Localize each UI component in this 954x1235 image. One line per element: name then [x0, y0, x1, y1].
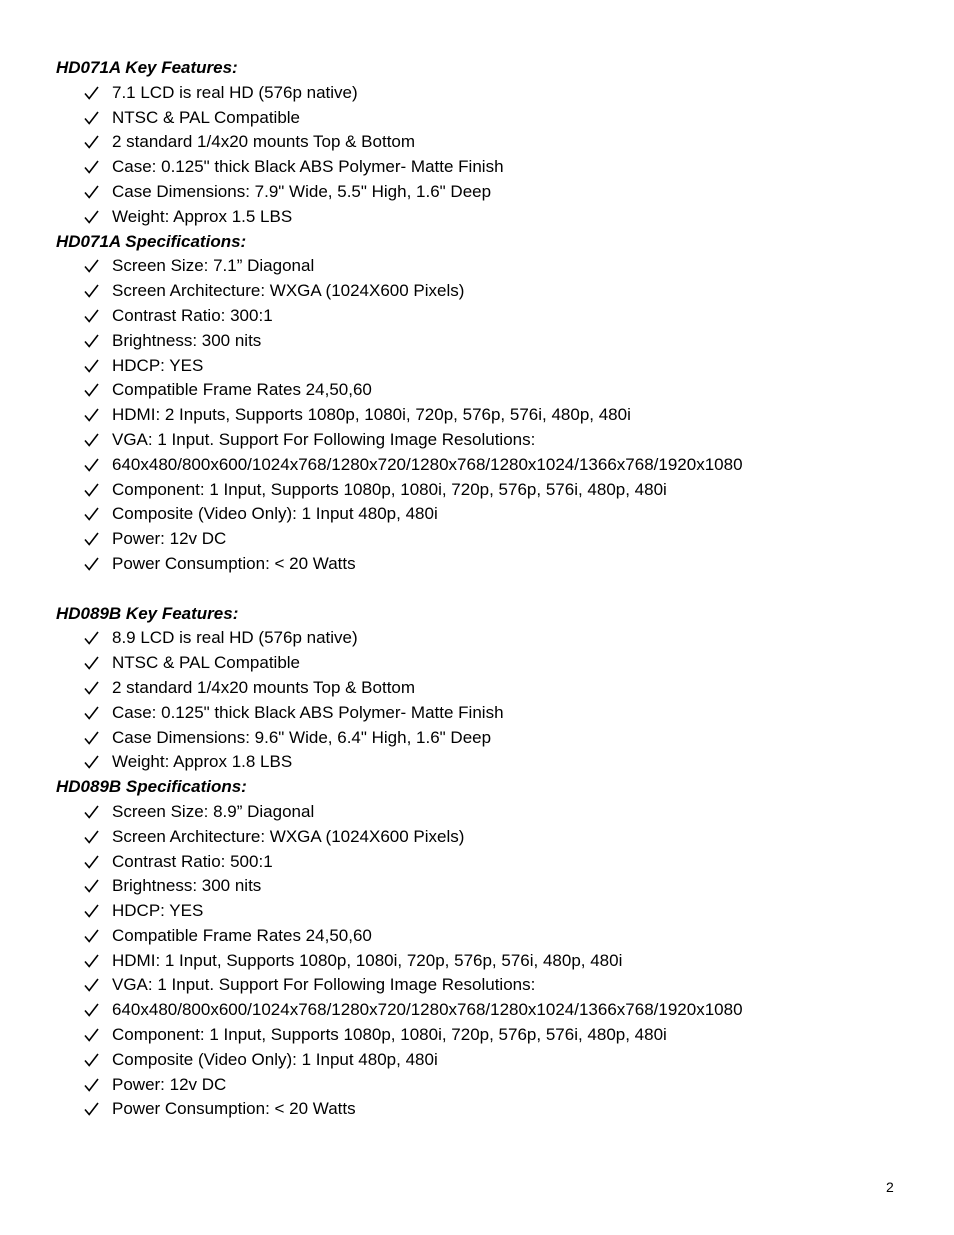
list-item-text: HDMI: 2 Inputs, Supports 1080p, 1080i, 720p, 576p, 576i, 480p, 480i	[112, 405, 631, 425]
list-item-text: HDCP: YES	[112, 901, 204, 921]
list-item-text: Case: 0.125" thick Black ABS Polymer- Matte Finish	[112, 157, 504, 177]
list-item-text: Case Dimensions: 9.6" Wide, 6.4" High, 1.6" Deep	[112, 727, 492, 747]
checkmark-icon	[84, 408, 99, 422]
list-item-text: HDCP: YES	[112, 355, 204, 375]
checkmark-icon	[84, 954, 99, 968]
list-item	[56, 1023, 916, 1048]
checkmark-icon	[84, 433, 99, 447]
list-item	[56, 478, 916, 503]
checkmark-icon	[84, 458, 99, 472]
page-number: 2	[886, 1179, 894, 1195]
document-content	[56, 56, 916, 1122]
list-item-text: Brightness: 300 nits	[112, 330, 262, 350]
list-item-text: 640x480/800x600/1024x768/1280x720/1280x768/1280x1024/1366x768/1920x1080	[112, 454, 743, 474]
section-spacer	[56, 577, 916, 602]
list-item	[56, 403, 916, 428]
list-item	[56, 1073, 916, 1098]
list-item	[56, 800, 916, 825]
list-item-text: Brightness: 300 nits	[112, 876, 262, 896]
checkmark-icon	[84, 904, 99, 918]
list-item-text: Screen Architecture: WXGA (1024X600 Pixels)	[112, 826, 465, 846]
list-item-text: VGA: 1 Input. Support For Following Image Resolutions:	[112, 429, 536, 449]
list-item-text: 8.9 LCD is real HD (576p native)	[112, 628, 358, 648]
list-item-text: Contrast Ratio: 300:1	[112, 305, 273, 325]
list-item-text: Compatible Frame Rates 24,50,60	[112, 925, 372, 945]
checkmark-icon	[84, 507, 99, 521]
feature-list	[56, 81, 916, 230]
checkmark-icon	[84, 805, 99, 819]
list-item	[56, 726, 916, 751]
hd071a-specifications-section	[56, 230, 916, 577]
list-item-text: Screen Size: 7.1” Diagonal	[112, 256, 315, 276]
checkmark-icon	[84, 1028, 99, 1042]
list-item-text: Case Dimensions: 7.9" Wide, 5.5" High, 1.6" Deep	[112, 181, 492, 201]
list-item-text: Power Consumption: < 20 Watts	[112, 1099, 356, 1119]
checkmark-icon	[84, 483, 99, 497]
list-item	[56, 106, 916, 131]
list-item	[56, 924, 916, 949]
list-item	[56, 825, 916, 850]
list-item	[56, 304, 916, 329]
list-item-text: Contrast Ratio: 500:1	[112, 851, 273, 871]
list-item	[56, 750, 916, 775]
hd089b-key-features-section	[56, 602, 916, 776]
list-item	[56, 205, 916, 230]
list-item	[56, 1048, 916, 1073]
checkmark-icon	[84, 135, 99, 149]
list-item-text: 2 standard 1/4x20 mounts Top & Bottom	[112, 677, 416, 697]
list-item	[56, 155, 916, 180]
checkmark-icon	[84, 259, 99, 273]
checkmark-icon	[84, 1102, 99, 1116]
feature-list	[56, 626, 916, 775]
list-item-text: Composite (Video Only): 1 Input 480p, 480i	[112, 1049, 438, 1069]
list-item-text: Power Consumption: < 20 Watts	[112, 553, 356, 573]
list-item-text: NTSC & PAL Compatible	[112, 107, 301, 127]
specification-list	[56, 254, 916, 576]
list-item-text: Composite (Video Only): 1 Input 480p, 480i	[112, 504, 438, 524]
checkmark-icon	[84, 978, 99, 992]
checkmark-icon	[84, 111, 99, 125]
list-item	[56, 552, 916, 577]
specification-list	[56, 800, 916, 1122]
checkmark-icon	[84, 631, 99, 645]
list-item	[56, 428, 916, 453]
checkmark-icon	[84, 359, 99, 373]
checkmark-icon	[84, 383, 99, 397]
list-item	[56, 701, 916, 726]
checkmark-icon	[84, 185, 99, 199]
section-heading: HD089B Specifications:	[56, 777, 247, 797]
checkmark-icon	[84, 160, 99, 174]
list-item-text: Component: 1 Input, Supports 1080p, 1080i, 720p, 576p, 576i, 480p, 480i	[112, 1025, 667, 1045]
checkmark-icon	[84, 929, 99, 943]
list-item-text: Power: 12v DC	[112, 1074, 227, 1094]
list-item	[56, 850, 916, 875]
hd071a-key-features-section	[56, 56, 916, 230]
list-item	[56, 676, 916, 701]
checkmark-icon	[84, 1003, 99, 1017]
checkmark-icon	[84, 210, 99, 224]
checkmark-icon	[84, 532, 99, 546]
checkmark-icon	[84, 855, 99, 869]
list-item-text: Weight: Approx 1.5 LBS	[112, 206, 293, 226]
checkmark-icon	[84, 334, 99, 348]
list-item-text: Weight: Approx 1.8 LBS	[112, 752, 293, 772]
checkmark-icon	[84, 284, 99, 298]
section-heading: HD089B Key Features:	[56, 603, 239, 623]
checkmark-icon	[84, 830, 99, 844]
checkmark-icon	[84, 755, 99, 769]
list-item	[56, 502, 916, 527]
checkmark-icon	[84, 309, 99, 323]
list-item-text: Power: 12v DC	[112, 529, 227, 549]
list-item-text: Component: 1 Input, Supports 1080p, 1080i, 720p, 576p, 576i, 480p, 480i	[112, 479, 667, 499]
checkmark-icon	[84, 879, 99, 893]
list-item	[56, 626, 916, 651]
list-item-text: Screen Size: 8.9” Diagonal	[112, 801, 315, 821]
list-item	[56, 354, 916, 379]
list-item	[56, 180, 916, 205]
list-item	[56, 651, 916, 676]
checkmark-icon	[84, 731, 99, 745]
checkmark-icon	[84, 1053, 99, 1067]
checkmark-icon	[84, 86, 99, 100]
list-item-text: 2 standard 1/4x20 mounts Top & Bottom	[112, 132, 416, 152]
list-item-text: 7.1 LCD is real HD (576p native)	[112, 82, 358, 102]
list-item	[56, 998, 916, 1023]
checkmark-icon	[84, 656, 99, 670]
list-item-text: NTSC & PAL Compatible	[112, 653, 301, 673]
checkmark-icon	[84, 706, 99, 720]
list-item	[56, 254, 916, 279]
checkmark-icon	[84, 681, 99, 695]
hd089b-specifications-section	[56, 775, 916, 1122]
section-heading: HD071A Key Features:	[56, 58, 238, 77]
list-item-text: Screen Architecture: WXGA (1024X600 Pixels)	[112, 281, 465, 301]
list-item	[56, 130, 916, 155]
list-item-text: 640x480/800x600/1024x768/1280x720/1280x768/1280x1024/1366x768/1920x1080	[112, 1000, 743, 1020]
list-item	[56, 1097, 916, 1122]
checkmark-icon	[84, 1078, 99, 1092]
list-item	[56, 973, 916, 998]
list-item	[56, 453, 916, 478]
list-item	[56, 279, 916, 304]
list-item	[56, 949, 916, 974]
list-item	[56, 527, 916, 552]
list-item	[56, 874, 916, 899]
section-heading: HD071A Specifications:	[56, 231, 247, 251]
list-item-text: VGA: 1 Input. Support For Following Image Resolutions:	[112, 975, 536, 995]
list-item-text: Compatible Frame Rates 24,50,60	[112, 380, 372, 400]
checkmark-icon	[84, 557, 99, 571]
list-item-text: Case: 0.125" thick Black ABS Polymer- Matte Finish	[112, 702, 504, 722]
list-item-text: HDMI: 1 Input, Supports 1080p, 1080i, 720p, 576p, 576i, 480p, 480i	[112, 950, 623, 970]
list-item	[56, 81, 916, 106]
list-item	[56, 378, 916, 403]
list-item	[56, 329, 916, 354]
list-item	[56, 899, 916, 924]
